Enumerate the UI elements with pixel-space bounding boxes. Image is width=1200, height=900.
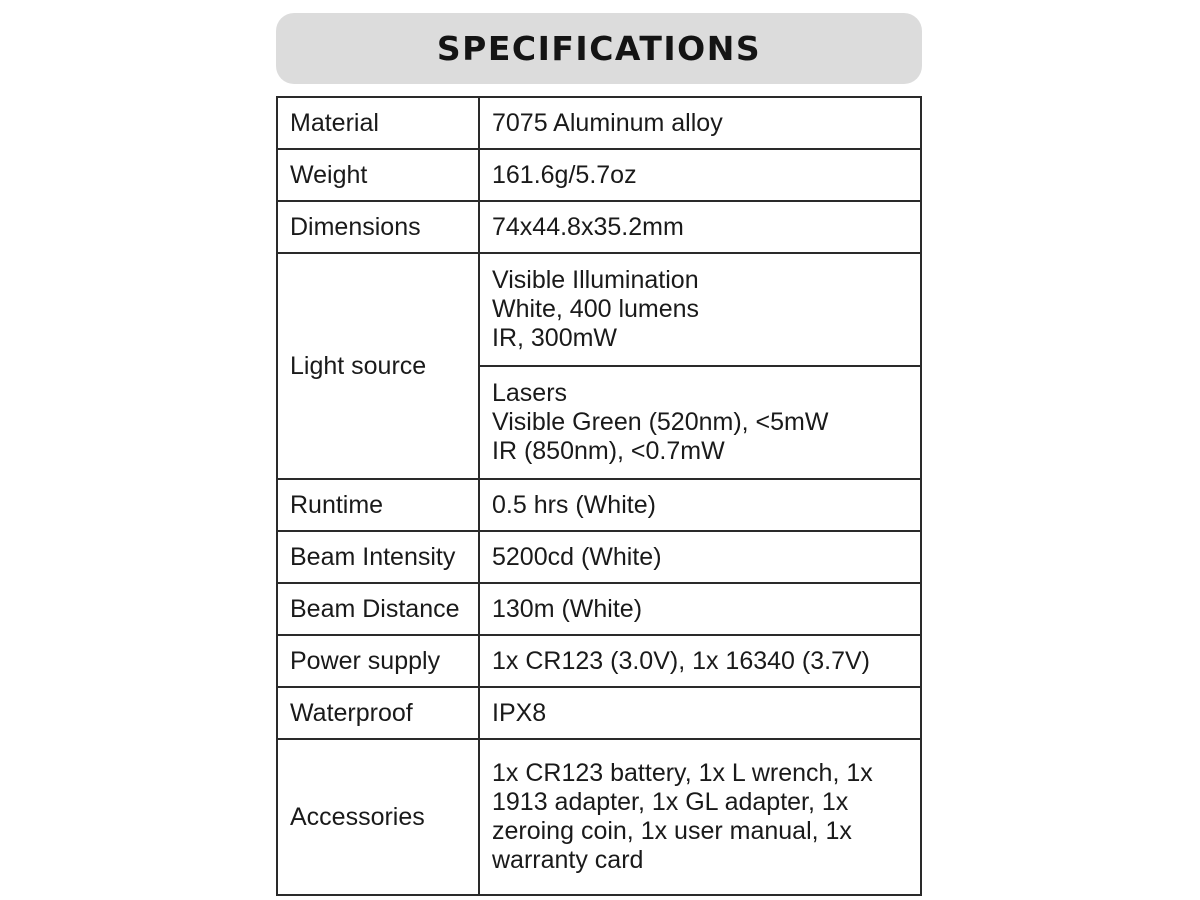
- spec-row-dimensions: [277, 201, 921, 253]
- spec-value: 161.6g/5.7oz: [479, 149, 921, 201]
- specifications-table: [276, 96, 922, 896]
- spec-row-runtime: [277, 479, 921, 531]
- spec-label: Material: [277, 97, 479, 149]
- spec-value-line: Lasers: [492, 379, 568, 407]
- spec-row-light-source-visible: [277, 253, 921, 366]
- spec-value: 5200cd (White): [479, 531, 921, 583]
- spec-value: 7075 Aluminum alloy: [479, 97, 921, 149]
- spec-row-weight: [277, 149, 921, 201]
- spec-value-line: zeroing coin, 1x user manual, 1x: [492, 817, 852, 845]
- spec-value-line: 1913 adapter, 1x GL adapter, 1x: [492, 788, 849, 816]
- spec-value-lasers: [479, 366, 921, 479]
- spec-value: 130m (White): [479, 583, 921, 635]
- spec-value: 0.5 hrs (White): [479, 479, 921, 531]
- spec-value-line: Visible Green (520nm), <5mW: [492, 408, 829, 436]
- spec-row-power-supply: [277, 635, 921, 687]
- spec-label: Power supply: [277, 635, 479, 687]
- spec-value-line: White, 400 lumens: [492, 295, 700, 323]
- spec-value: IPX8: [479, 687, 921, 739]
- spec-label: Beam Intensity: [277, 531, 479, 583]
- spec-value: 74x44.8x35.2mm: [479, 201, 921, 253]
- spec-label: Runtime: [277, 479, 479, 531]
- spec-row-beam-intensity: [277, 531, 921, 583]
- spec-value-line: IR, 300mW: [492, 324, 618, 352]
- spec-value-line: IR (850nm), <0.7mW: [492, 437, 725, 465]
- specifications-header: [276, 13, 922, 84]
- spec-label: Waterproof: [277, 687, 479, 739]
- spec-value-line: warranty card: [492, 846, 644, 874]
- spec-row-beam-distance: [277, 583, 921, 635]
- spec-value-accessories: [479, 739, 921, 895]
- spec-label: Beam Distance: [277, 583, 479, 635]
- spec-value: 1x CR123 (3.0V), 1x 16340 (3.7V): [479, 635, 921, 687]
- spec-value-visible-illumination: [479, 253, 921, 366]
- spec-value-line: 1x CR123 battery, 1x L wrench, 1x: [492, 759, 873, 787]
- spec-label: Accessories: [277, 739, 479, 895]
- spec-value-line: Visible Illumination: [492, 266, 699, 294]
- spec-label: Weight: [277, 149, 479, 201]
- spec-label: Dimensions: [277, 201, 479, 253]
- spec-row-waterproof: [277, 687, 921, 739]
- header-title: SPECIFICATIONS: [436, 29, 762, 68]
- spec-row-accessories: [277, 739, 921, 895]
- spec-row-material: [277, 97, 921, 149]
- spec-label: Light source: [277, 253, 479, 479]
